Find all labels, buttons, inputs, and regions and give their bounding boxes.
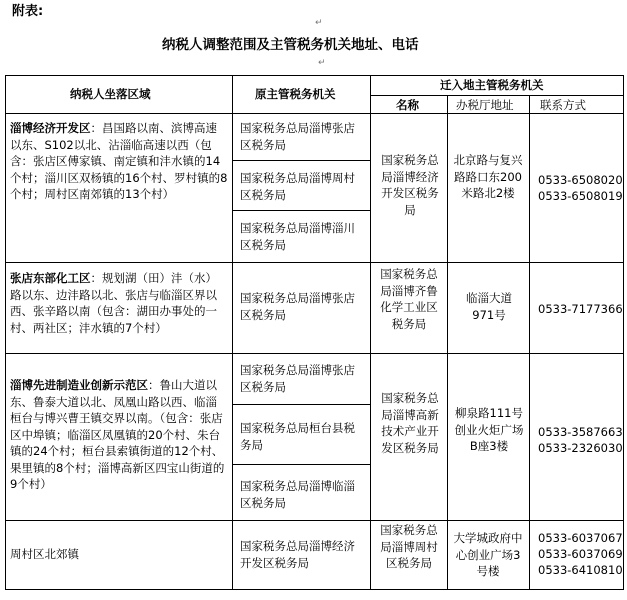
original-office: 国家税务总局淄博张店区税务局: [240, 121, 355, 152]
return-mark-icon: ↵: [318, 58, 326, 68]
new-office-name: 国家税务总局淄博经济开发区税务局: [381, 153, 439, 217]
phone-number: 0533-6508020: [538, 173, 623, 187]
original-office: 国家税务总局桓台县税务局: [240, 421, 355, 452]
office-address: 柳泉路111号创业火炬广场B座3楼: [454, 406, 524, 453]
phone-number: 0533-6037067: [538, 531, 623, 545]
office-address: 临淄大道971号: [466, 291, 512, 322]
new-office-name: 国家税务总局淄博高新技术产业开发区税务局: [381, 391, 439, 455]
zone-title: 淄博经济开发区: [10, 121, 91, 135]
phone-number: 0533-6037069: [538, 547, 623, 561]
office-address: 北京路与复兴路路口东200米路北2楼: [453, 153, 523, 200]
phone-number: 0533-2326030: [538, 441, 623, 455]
column-header-name: 名称: [396, 98, 419, 112]
table-row: [10, 270, 228, 336]
column-header-contact: 联系方式: [540, 98, 586, 112]
office-address: 大学城政府中心创业广场3号楼: [453, 531, 523, 578]
phone-number: 0533-3587663: [538, 425, 623, 439]
original-office: 国家税务总局淄博周村区税务局: [240, 171, 355, 202]
page-title: 纳税人调整范围及主管税务机关地址、电话: [162, 37, 419, 53]
attachment-label: 附表:: [12, 4, 44, 19]
original-office: 国家税务总局淄博张店区税务局: [240, 363, 355, 394]
column-header-new-office-group: 迁入地主管税务机关: [440, 78, 544, 92]
column-header-original-office: 原主管税务机关: [255, 87, 336, 101]
zone-description: ：昌国路以南、滨博高速以东、S102以北、沾淄临高速以西（包含：张店区傅家镇、南定镇和沣水镇的14个村；淄川区双杨镇的16个村、罗村镇的8个村；周村区南郊镇的13个村）: [10, 121, 228, 201]
column-header-address: 办税厅地址: [456, 98, 514, 112]
table-row: [10, 377, 228, 493]
original-office: 国家税务总局淄博张店区税务局: [240, 291, 355, 322]
column-header-taxpayer-zone: 纳税人坐落区域: [70, 87, 151, 101]
phone-number: 0533-6410810: [538, 563, 623, 577]
table-row: [10, 120, 228, 203]
zone-description: ：规划湖（田）沣（水）路以东、边沣路以北、张店与临淄区界以西、张辛路以南（包含：湖田办事处的一村、两社区；沣水镇的7个村）: [10, 271, 217, 335]
original-office: 国家税务总局淄博临淄区税务局: [240, 479, 355, 510]
original-office: 国家税务总局淄博淄川区税务局: [240, 221, 355, 252]
return-mark-icon: ↵: [315, 18, 323, 28]
new-office-name: 国家税务总局淄博齐鲁化学工业区税务局: [380, 267, 438, 331]
zone-title: 淄博先进制造业创新示范区: [10, 378, 148, 392]
new-office-name: 国家税务总局淄博周村区税务局: [380, 523, 438, 570]
phone-number: 0533-6508019: [538, 189, 623, 203]
zone-description: ：鲁山大道以东、鲁泰大道以北、凤凰山路以西、临淄桓台与博兴曹王镇交界以南。（包含：张店区中埠镇；临淄区凤凰镇的20个村、朱台镇的24个村；桓台县索镇街道的12个村、果里镇的8个村；淄博高新区四宝山街道的9个村）: [10, 378, 225, 491]
zone-title: 张店东部化工区: [10, 271, 91, 285]
phone-number: 0533-7177366: [538, 302, 623, 316]
original-office: 国家税务总局淄博经济开发区税务局: [240, 539, 355, 570]
zone-title: 周村区北郊镇: [10, 547, 79, 561]
